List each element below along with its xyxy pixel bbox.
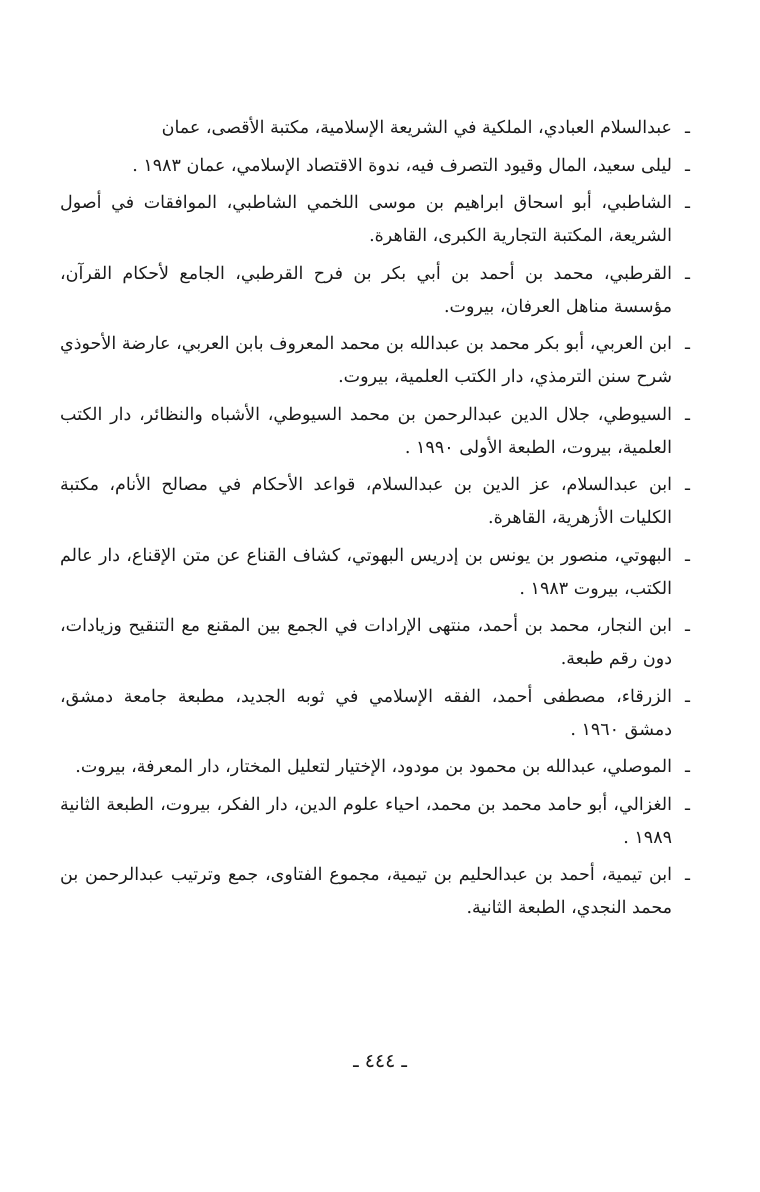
bibliography-entry	[60, 859, 690, 925]
bibliography-entry	[60, 751, 690, 784]
entry-text: الموصلي، عبدالله بن محمود بن مودود، الإختيار لتعليل المختار، دار المعرفة، بيروت.	[75, 757, 672, 777]
bullet-dash: ـ	[685, 475, 690, 495]
entry-text: البهوتي، منصور بن يونس بن إدريس البهوتي، كشاف القناع عن متن الإقناع، دار عالم الكتب، بيروت ١٩٨٣ .	[60, 545, 672, 599]
bibliography-entry	[60, 112, 690, 145]
bibliography-entry	[60, 187, 690, 253]
bullet-dash: ـ	[685, 794, 690, 815]
bibliography-entry	[60, 469, 690, 535]
bibliography-entry	[60, 789, 690, 855]
bullet-dash: ـ	[685, 865, 690, 885]
entry-text: ابن العربي، أبو بكر محمد بن عبدالله بن محمد المعروف بابن العربي، عارضة الأحوذي شرح سنن الترمذي، دار الكتب العلمية، بيروت.	[60, 334, 672, 387]
bullet-dash: ـ	[685, 263, 690, 284]
entry-text: ابن عبدالسلام، عز الدين بن عبدالسلام، قواعد الأحكام في مصالح الأنام، مكتبة الكليات الأزهرية، القاهرة.	[60, 475, 672, 528]
entry-text: ليلى سعيد، المال وقيود التصرف فيه، ندوة الاقتصاد الإسلامي، عمان ١٩٨٣ .	[132, 155, 672, 176]
bibliography-entry	[60, 540, 690, 606]
bibliography-entry	[60, 681, 690, 747]
bullet-dash: ـ	[685, 404, 690, 425]
bibliography-entry	[60, 258, 690, 324]
bullet-dash: ـ	[685, 334, 690, 354]
entry-text: ابن النجار، محمد بن أحمد، منتهى الإرادات في الجمع بين المقنع مع التنقيح وزيادات، دون رقم طبعة.	[60, 616, 672, 669]
bibliography-entry	[60, 399, 690, 465]
bullet-dash: ـ	[685, 616, 690, 636]
entry-text: ابن تيمية، أحمد بن عبدالحليم بن تيمية، مجموع الفتاوى، جمع وترتيب عبدالرحمن بن محمد النجدي، الطبعة الثانية.	[60, 865, 672, 918]
bullet-dash: ـ	[685, 545, 690, 566]
bullet-dash: ـ	[685, 757, 690, 777]
entry-text: السيوطي، جلال الدين عبدالرحمن بن محمد السيوطي، الأشباه والنظائر، دار الكتب العلمية، بيروت، الطبعة الأولى ١٩٩٠ .	[60, 404, 672, 458]
entry-text: الزرقاء، مصطفى أحمد، الفقه الإسلامي في ثوبه الجديد، مطبعة جامعة دمشق، دمشق ١٩٦٠ .	[60, 686, 672, 740]
entry-text: الغزالي، أبو حامد محمد بن محمد، احياء علوم الدين، دار الفكر، بيروت، الطبعة الثانية ١٩٨٩ .	[60, 794, 672, 848]
bullet-dash: ـ	[685, 686, 690, 707]
entry-text: القرطبي، محمد بن أحمد بن أبي بكر بن فرح القرطبي، الجامع لأحكام القرآن، مؤسسة مناهل العرفان، بيروت.	[60, 263, 672, 317]
entry-text: عبدالسلام العبادي، الملكية في الشريعة الإسلامية، مكتبة الأقصى، عمان	[161, 118, 672, 138]
bibliography-entry	[60, 328, 690, 394]
bibliography-list	[60, 112, 690, 930]
bullet-dash: ـ	[685, 118, 690, 138]
page-number: ـ ٤٤٤ ـ	[353, 1050, 407, 1072]
bibliography-entry	[60, 610, 690, 676]
bullet-dash: ـ	[685, 155, 690, 176]
bibliography-entry	[60, 150, 690, 183]
bullet-dash: ـ	[685, 193, 690, 213]
entry-text: الشاطبي، أبو اسحاق ابراهيم بن موسى اللخمي الشاطبي، الموافقات في أصول الشريعة، المكتبة التجارية الكبرى، القاهرة.	[60, 193, 672, 246]
